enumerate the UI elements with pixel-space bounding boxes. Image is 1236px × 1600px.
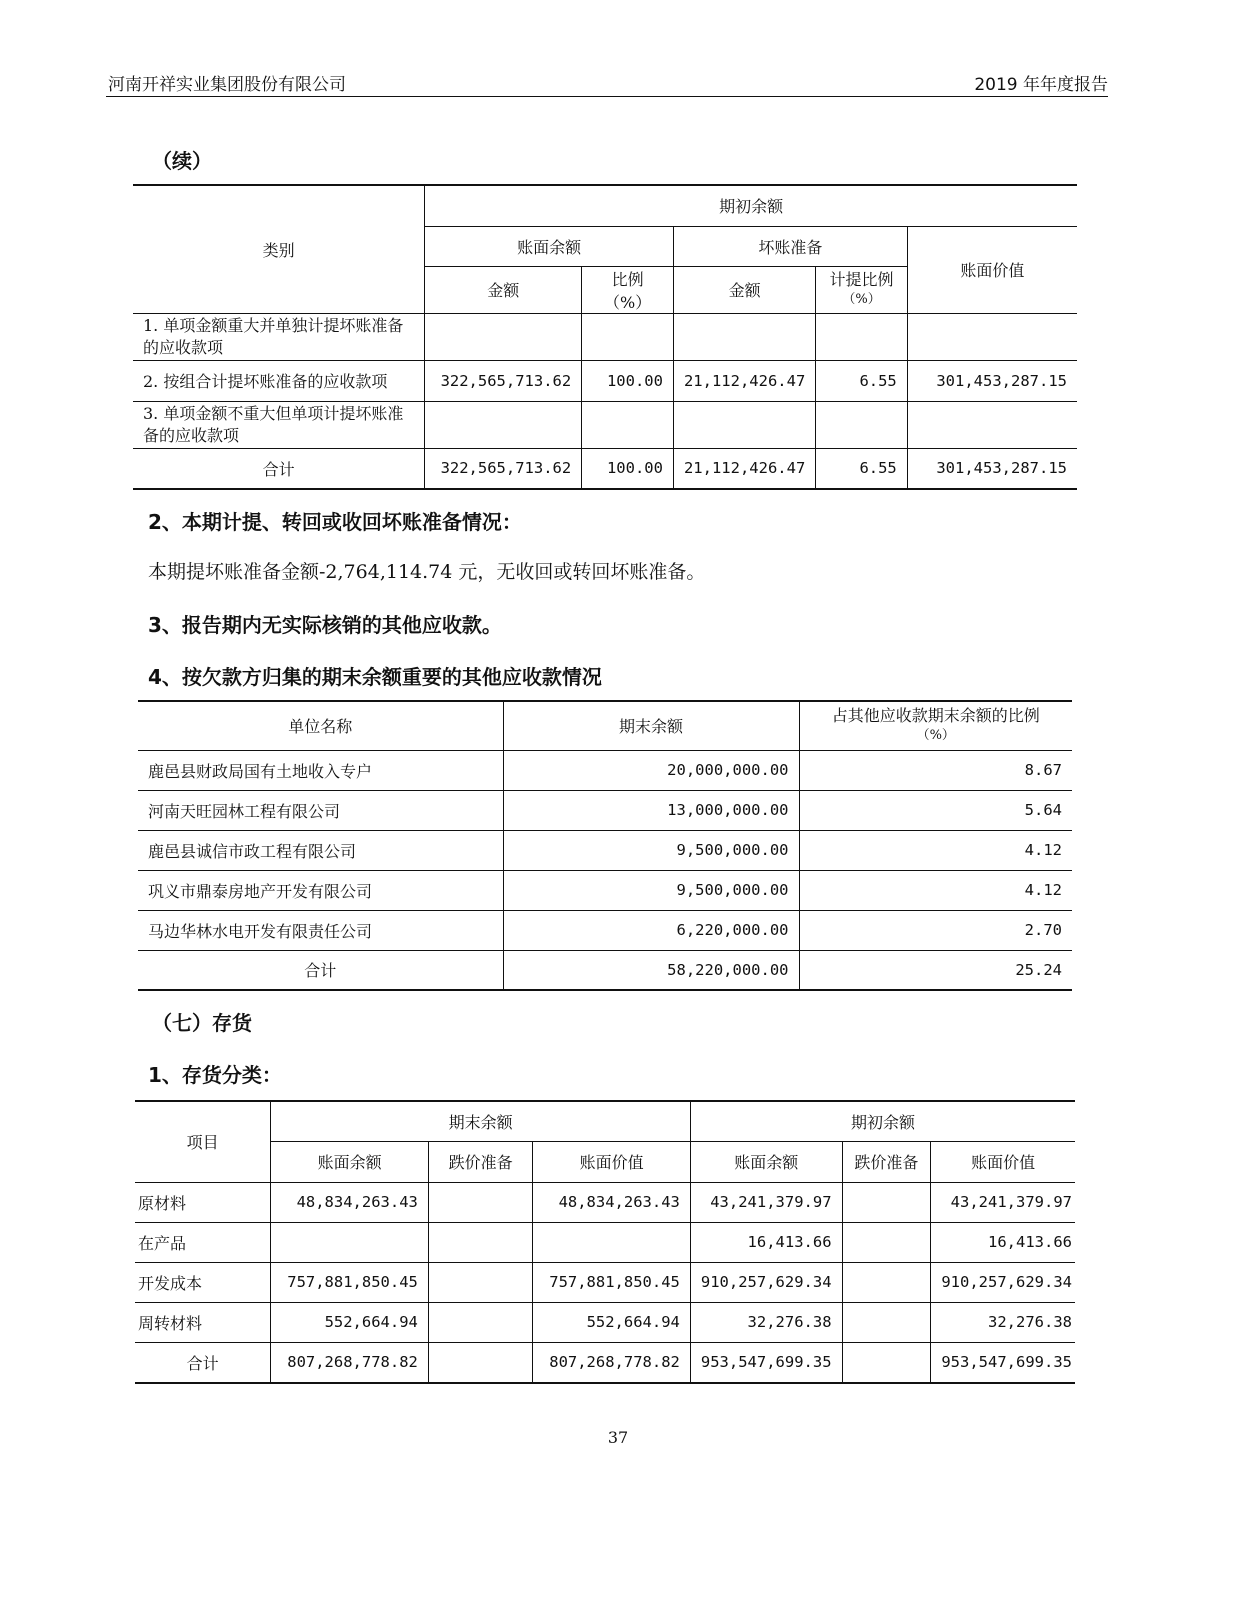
- cell-begin-balance: 32,276.38: [690, 1302, 842, 1342]
- col-header-book-balance: 账面余额: [425, 226, 674, 266]
- cell-share: 4.12: [799, 870, 1072, 910]
- cell-begin-balance: 910,257,629.34: [690, 1262, 842, 1302]
- col-header-ending-balance: 期末余额: [271, 1101, 691, 1141]
- bad-debt-changes-text: 本期提坏账准备金额-2,764,114.74 元，无收回或转回坏账准备。: [148, 561, 706, 583]
- section-heading-inventory-classification: 1、存货分类：: [148, 1063, 282, 1087]
- cell-ratio: 100.00: [582, 360, 674, 401]
- cell-end-impairment: [428, 1262, 532, 1302]
- cell-item: 合计: [135, 1342, 271, 1383]
- cell-end-balance: [271, 1222, 429, 1262]
- cell-bad-debt: [673, 313, 815, 360]
- cell-share: 2.70: [799, 910, 1072, 950]
- cell-end-value: 552,664.94: [533, 1302, 691, 1342]
- table-total-row: [135, 1342, 1075, 1383]
- cell-amount: [425, 313, 582, 360]
- table-row: [138, 830, 1072, 870]
- cell-balance: 6,220,000.00: [503, 910, 799, 950]
- table-row: [135, 1302, 1075, 1342]
- col-header-item: 项目: [135, 1101, 271, 1182]
- continued-label: （续）: [152, 149, 212, 173]
- header-company: 河南开祥实业集团股份有限公司: [108, 75, 346, 95]
- cell-book-value: [907, 313, 1077, 360]
- cell-end-balance: 757,881,850.45: [271, 1262, 429, 1302]
- col-header-begin-book-value: 账面价值: [931, 1141, 1075, 1182]
- section-heading-inventory: （七）存货: [152, 1011, 252, 1035]
- cell-balance: 9,500,000.00: [503, 830, 799, 870]
- table-row: [138, 870, 1072, 910]
- cell-item: 周转材料: [135, 1302, 271, 1342]
- cell-begin-balance: 953,547,699.35: [690, 1342, 842, 1383]
- cell-unit-name: 鹿邑县诚信市政工程有限公司: [138, 830, 503, 870]
- cell-begin-impairment: [842, 1262, 931, 1302]
- cell-begin-balance: 16,413.66: [690, 1222, 842, 1262]
- cell-end-value: 48,834,263.43: [533, 1182, 691, 1222]
- cell-bad-debt: [673, 401, 815, 448]
- cell-amount: [425, 401, 582, 448]
- col-header-share-ratio: [799, 701, 1072, 750]
- row-category: 3. 单项金额不重大但单项计提坏账准备的应收款项: [133, 401, 425, 448]
- cell-begin-balance: 43,241,379.97: [690, 1182, 842, 1222]
- cell-ratio: 100.00: [582, 448, 674, 489]
- cell-end-impairment: [428, 1302, 532, 1342]
- table-row: [138, 790, 1072, 830]
- cell-bad-debt: 21,112,426.47: [673, 360, 815, 401]
- cell-end-value: 757,881,850.45: [533, 1262, 691, 1302]
- col-header-ratio: 比例（%）: [582, 266, 674, 313]
- page-number: 37: [607, 1428, 629, 1447]
- top-debtors-table: [138, 700, 1072, 991]
- cell-amount: 322,565,713.62: [425, 360, 582, 401]
- table-total-row: [138, 950, 1072, 990]
- share-ratio-line2: （%）: [916, 727, 955, 743]
- cell-unit-name: 巩义市鼎泰房地产开发有限公司: [138, 870, 503, 910]
- col-header-category: 类别: [133, 185, 425, 313]
- cell-balance: 58,220,000.00: [503, 950, 799, 990]
- cell-balance: 20,000,000.00: [503, 750, 799, 790]
- col-header-opening-balance: 期初余额: [690, 1101, 1075, 1141]
- cell-begin-impairment: [842, 1182, 931, 1222]
- cell-end-impairment: [428, 1182, 532, 1222]
- row-category: 2. 按组合计提坏账准备的应收款项: [133, 360, 425, 401]
- cell-provision-ratio: 6.55: [816, 360, 907, 401]
- row-category: 合计: [133, 448, 425, 489]
- cell-end-balance: 48,834,263.43: [271, 1182, 429, 1222]
- cell-begin-impairment: [842, 1222, 931, 1262]
- provision-ratio-line1: 计提比例: [829, 269, 894, 289]
- col-header-bad-debt: 坏账准备: [673, 226, 907, 266]
- cell-share: 25.24: [799, 950, 1072, 990]
- col-header-ending-balance: 期末余额: [503, 701, 799, 750]
- inventory-table: [135, 1100, 1075, 1384]
- col-header-end-book-value: 账面价值: [533, 1141, 691, 1182]
- cell-unit-name: 合计: [138, 950, 503, 990]
- table-row: [135, 1222, 1075, 1262]
- cell-provision-ratio: [816, 313, 907, 360]
- cell-begin-value: 16,413.66: [931, 1222, 1075, 1262]
- header-report-title: 2019 年年度报告: [974, 75, 1108, 95]
- bad-debt-opening-table: [133, 184, 1077, 490]
- provision-ratio-line2: （%）: [842, 291, 881, 307]
- section-heading-top-debtors: 4、按欠款方归集的期末余额重要的其他应收款情况: [148, 665, 602, 689]
- table-row: [138, 910, 1072, 950]
- cell-balance: 13,000,000.00: [503, 790, 799, 830]
- col-header-end-book-balance: 账面余额: [271, 1141, 429, 1182]
- cell-item: 开发成本: [135, 1262, 271, 1302]
- section-heading-bad-debt-changes: 2、本期计提、转回或收回坏账准备情况：: [148, 510, 522, 534]
- table-row: [135, 1262, 1075, 1302]
- table-row: [135, 1182, 1075, 1222]
- cell-ratio: [582, 313, 674, 360]
- share-ratio-line1: 占其他应收款期末余额的比例: [831, 705, 1040, 725]
- cell-begin-impairment: [842, 1342, 931, 1383]
- table-row: [133, 360, 1077, 401]
- cell-ratio: [582, 401, 674, 448]
- cell-end-impairment: [428, 1222, 532, 1262]
- cell-share: 4.12: [799, 830, 1072, 870]
- col-header-end-impairment: 跌价准备: [428, 1141, 532, 1182]
- cell-provision-ratio: 6.55: [816, 448, 907, 489]
- header-divider: [106, 96, 1108, 97]
- cell-bad-debt: 21,112,426.47: [673, 448, 815, 489]
- cell-item: 在产品: [135, 1222, 271, 1262]
- col-header-amount: 金额: [425, 266, 582, 313]
- col-header-begin-impairment: 跌价准备: [842, 1141, 931, 1182]
- cell-begin-impairment: [842, 1302, 931, 1342]
- cell-unit-name: 鹿邑县财政局国有土地收入专户: [138, 750, 503, 790]
- section-heading-no-writeoff: 3、报告期内无实际核销的其他应收款。: [148, 613, 502, 637]
- cell-balance: 9,500,000.00: [503, 870, 799, 910]
- cell-end-balance: 807,268,778.82: [271, 1342, 429, 1383]
- cell-share: 5.64: [799, 790, 1072, 830]
- cell-end-balance: 552,664.94: [271, 1302, 429, 1342]
- cell-unit-name: 河南天旺园林工程有限公司: [138, 790, 503, 830]
- col-header-begin-book-balance: 账面余额: [690, 1141, 842, 1182]
- cell-unit-name: 马边华林水电开发有限责任公司: [138, 910, 503, 950]
- table-total-row: [133, 448, 1077, 489]
- table-row: [133, 401, 1077, 448]
- row-category: 1. 单项金额重大并单独计提坏账准备的应收款项: [133, 313, 425, 360]
- cell-begin-value: 910,257,629.34: [931, 1262, 1075, 1302]
- col-header-provision-ratio: [816, 266, 907, 313]
- table-row: [138, 750, 1072, 790]
- cell-book-value: 301,453,287.15: [907, 360, 1077, 401]
- cell-amount: 322,565,713.62: [425, 448, 582, 489]
- cell-end-impairment: [428, 1342, 532, 1383]
- table-row: [133, 313, 1077, 360]
- col-header-unit-name: 单位名称: [138, 701, 503, 750]
- cell-item: 原材料: [135, 1182, 271, 1222]
- cell-begin-value: 32,276.38: [931, 1302, 1075, 1342]
- col-header-book-value: 账面价值: [907, 226, 1077, 313]
- cell-provision-ratio: [816, 401, 907, 448]
- cell-share: 8.67: [799, 750, 1072, 790]
- cell-book-value: 301,453,287.15: [907, 448, 1077, 489]
- cell-book-value: [907, 401, 1077, 448]
- cell-end-value: [533, 1222, 691, 1262]
- col-header-amount-2: 金额: [673, 266, 815, 313]
- cell-end-value: 807,268,778.82: [533, 1342, 691, 1383]
- cell-begin-value: 43,241,379.97: [931, 1182, 1075, 1222]
- cell-begin-value: 953,547,699.35: [931, 1342, 1075, 1383]
- col-header-opening-balance: 期初余额: [425, 185, 1077, 226]
